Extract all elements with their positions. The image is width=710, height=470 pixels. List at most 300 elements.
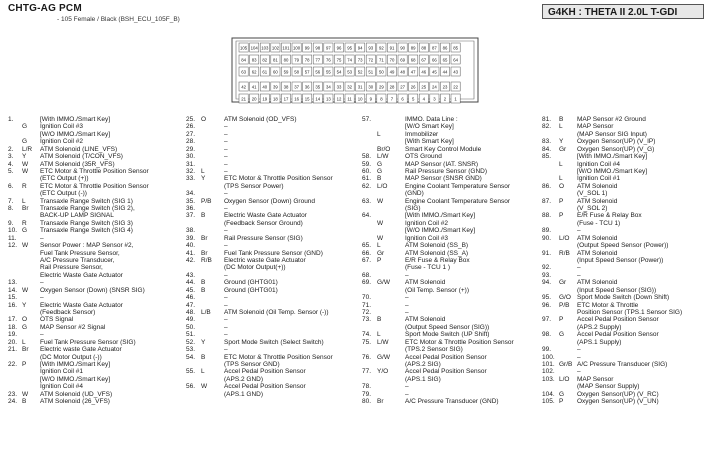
wire-color: [377, 190, 405, 197]
pin-row: [542, 175, 708, 182]
pin-description: Oxygen Sensor(UP) (V_IP): [577, 138, 656, 146]
pin-number: 73.: [362, 316, 372, 324]
pin-row: [362, 383, 538, 390]
svg-text:92: 92: [379, 45, 384, 51]
wire-color: Gr/B: [559, 360, 573, 368]
pin-row: [8, 339, 180, 346]
svg-text:60: 60: [273, 69, 278, 75]
wire-color: W: [22, 390, 29, 398]
pin-row: [542, 368, 708, 375]
pin-description: (APS.1 GND): [224, 390, 264, 398]
wire-color: P: [559, 212, 564, 220]
pin-description: –: [405, 390, 409, 398]
pin-row: [186, 175, 356, 182]
pin-description: ATM Solenoid: [577, 279, 618, 287]
svg-text:74: 74: [347, 57, 352, 63]
wire-color: [201, 153, 224, 160]
pin-description: –: [224, 167, 228, 175]
pin-number: 31.: [186, 160, 196, 168]
wire-color: [22, 175, 40, 182]
svg-text:47: 47: [410, 69, 416, 75]
svg-text:16: 16: [294, 96, 299, 102]
pin-row: [186, 146, 356, 153]
wire-color: [559, 287, 577, 294]
pin-number: [362, 227, 377, 234]
wire-color: [377, 383, 405, 390]
pin-description: MAP Sensor: [577, 123, 614, 131]
pin-description: Oxygen Sensor(UP) (V_G): [577, 145, 655, 153]
svg-text:104: 104: [250, 45, 258, 51]
svg-text:19: 19: [262, 96, 268, 102]
pin-number: [186, 183, 201, 190]
pin-row: [186, 212, 356, 219]
pin-description: –: [577, 271, 581, 279]
pin-number: 9.: [8, 219, 14, 227]
pin-row: [186, 153, 356, 160]
pin-row: [186, 287, 356, 294]
wire-color: [377, 346, 405, 353]
wire-color: L: [201, 368, 205, 376]
pin-row: [8, 161, 180, 168]
wire-color: [559, 309, 577, 316]
pin-number: 105.: [542, 398, 555, 406]
wire-color: Br: [22, 346, 29, 354]
pin-row: [542, 376, 708, 383]
pin-number: 71.: [362, 301, 372, 309]
pin-number: 18.: [8, 323, 18, 331]
pin-number: [362, 138, 377, 145]
pin-description: [W/O IMMO./Smart Key]: [405, 227, 476, 235]
pin-description: [W/O IMMO./Smart Key]: [40, 375, 111, 383]
pin-number: 43.: [186, 271, 196, 279]
pin-description: OTS Signal: [40, 316, 74, 324]
wire-color: W: [377, 197, 384, 205]
svg-text:37: 37: [294, 84, 299, 90]
pin-description: (V_SOL 1): [577, 190, 608, 198]
svg-text:57: 57: [304, 69, 310, 75]
pin-number: 81.: [542, 116, 552, 123]
pin-number: [8, 376, 22, 383]
pin-row: [542, 212, 708, 219]
wire-color: [377, 302, 405, 309]
wire-color: Br: [377, 398, 384, 406]
wire-color: R: [22, 182, 27, 190]
wire-color: [559, 131, 577, 138]
svg-text:32: 32: [347, 84, 352, 90]
svg-text:10: 10: [357, 96, 363, 102]
wire-color: [201, 376, 224, 383]
pin-row: [186, 161, 356, 168]
pin-number: 55.: [186, 368, 196, 376]
svg-text:23: 23: [442, 84, 448, 90]
pin-number: [8, 175, 22, 182]
svg-text:93: 93: [368, 45, 374, 51]
pin-row: [186, 242, 356, 249]
pin-number: [186, 264, 201, 271]
pin-number: 51.: [186, 331, 196, 339]
svg-text:30: 30: [368, 84, 374, 90]
svg-text:41: 41: [251, 84, 257, 90]
pin-number: [8, 264, 22, 271]
wire-color: Y: [22, 301, 27, 309]
wire-color: [201, 123, 224, 130]
pin-row: [542, 398, 708, 405]
pin-description: –: [224, 301, 228, 309]
wire-color: [201, 361, 224, 368]
svg-text:29: 29: [379, 84, 384, 90]
pin-number: [362, 361, 377, 368]
pin-row: [542, 316, 708, 323]
wire-color: [559, 190, 577, 197]
svg-text:67: 67: [421, 57, 427, 63]
pin-number: 58.: [362, 153, 372, 161]
pin-row: [186, 227, 356, 234]
pin-number: 26.: [186, 123, 196, 131]
pin-description: [With Smart Key]: [405, 138, 454, 146]
pin-number: 93.: [542, 271, 552, 279]
wire-color: [559, 354, 577, 361]
svg-text:48: 48: [400, 69, 405, 75]
wire-color: [22, 279, 40, 286]
pin-description: –: [405, 294, 409, 302]
pin-number: 39.: [186, 234, 196, 242]
pin-number: 1.: [8, 116, 14, 123]
wire-color: [377, 376, 405, 383]
pin-number: [8, 257, 22, 264]
pin-number: 24.: [8, 398, 18, 406]
wire-color: Gr: [559, 145, 567, 153]
pin-description: Transaxle Range Switch (SIG 4): [40, 227, 133, 235]
pin-number: 41.: [186, 249, 196, 257]
pin-number: 5.: [8, 167, 14, 175]
wire-color: [201, 272, 224, 279]
pin-number: 6.: [8, 182, 14, 190]
pin-number: 11.: [8, 234, 17, 242]
svg-text:64: 64: [453, 57, 458, 63]
wire-color: Y: [201, 175, 206, 183]
wire-color: [559, 153, 577, 160]
pin-number: [8, 309, 22, 316]
wire-color: G: [22, 227, 28, 235]
pin-row: [362, 264, 538, 271]
wire-color: G/W: [377, 353, 390, 361]
svg-text:7: 7: [390, 96, 394, 102]
wire-color: R/B: [201, 257, 212, 265]
pin-description: –: [224, 190, 228, 198]
wire-color: [559, 168, 577, 175]
svg-text:61: 61: [262, 69, 268, 75]
svg-text:20: 20: [251, 96, 257, 102]
pin-column: [8, 116, 180, 405]
wire-color: [201, 138, 224, 145]
pin-number: 36.: [186, 205, 196, 213]
pin-description: ETC Motor & Throttle Position Sensor: [405, 338, 514, 346]
pin-row: [362, 316, 538, 323]
wire-color: G/O: [559, 294, 571, 302]
pin-row: [186, 309, 356, 316]
wire-color: [201, 161, 224, 168]
pin-number: 8.: [8, 205, 14, 213]
pin-number: 35.: [186, 197, 196, 205]
pin-description: ATM Solenoid: [577, 234, 618, 242]
wire-color: Y: [22, 153, 27, 161]
pin-row: [8, 346, 180, 353]
pin-row: [362, 287, 538, 294]
pin-description: (Output Speed Sensor (SIG)): [405, 323, 490, 331]
pin-number: 96.: [542, 301, 552, 309]
pin-row: [362, 190, 538, 197]
pin-row: [362, 339, 538, 346]
wire-color: B: [559, 116, 564, 123]
wire-color: [377, 294, 405, 301]
wire-color: L: [377, 242, 381, 250]
wire-color: L/O: [377, 182, 388, 190]
pin-row: [186, 391, 356, 398]
pin-row: [8, 264, 180, 271]
pin-row: [362, 123, 538, 130]
svg-text:56: 56: [315, 69, 321, 75]
wire-color: [22, 383, 40, 390]
pin-description: (V_SOL 2): [577, 205, 608, 213]
pin-number: 61.: [362, 175, 372, 183]
pin-number: 95.: [542, 294, 552, 302]
wire-color: O: [559, 182, 565, 190]
pin-number: 103.: [542, 375, 555, 383]
svg-text:36: 36: [304, 84, 310, 90]
wire-color: B: [201, 286, 206, 294]
pin-row: [8, 190, 180, 197]
pin-row: [362, 131, 538, 138]
wire-color: [22, 257, 40, 264]
pin-description: MAP Sensor (SNSR GND): [405, 175, 482, 183]
svg-text:86: 86: [442, 45, 448, 51]
pin-row: [362, 175, 538, 182]
pin-description: MAP Sensor: [577, 375, 614, 383]
pin-number: [8, 123, 22, 130]
pin-number: [362, 131, 377, 138]
pin-number: 87.: [542, 197, 552, 205]
wire-color: Y: [201, 338, 206, 346]
svg-text:49: 49: [389, 69, 395, 75]
pin-number: 59.: [362, 160, 372, 168]
svg-text:5: 5: [412, 96, 415, 102]
pin-row: [186, 131, 356, 138]
pin-row: [362, 227, 538, 234]
pin-description: [With IMMO./Smart Key]: [577, 153, 648, 161]
pin-number: 30.: [186, 153, 196, 161]
pin-number: 66.: [362, 249, 372, 257]
pin-row: [542, 123, 708, 130]
svg-text:42: 42: [241, 84, 246, 90]
pin-row: [186, 250, 356, 257]
wire-color: [377, 391, 405, 398]
pin-number: 76.: [362, 353, 372, 361]
pin-number: [362, 220, 377, 227]
pin-number: 88.: [542, 212, 552, 220]
pin-row: [8, 153, 180, 160]
pin-description: [W/O IMMO./Smart Key]: [40, 130, 111, 138]
wire-color: [201, 131, 224, 138]
svg-text:54: 54: [336, 69, 342, 75]
pin-row: [8, 175, 180, 182]
pin-row: [362, 168, 538, 175]
pin-row: [186, 198, 356, 205]
pin-row: [8, 324, 180, 331]
pin-row: [362, 212, 538, 219]
svg-text:97: 97: [326, 45, 331, 51]
wire-color: L: [22, 197, 26, 205]
pin-description: (TPS.2 Sensor SIG): [405, 346, 463, 354]
pin-number: 25.: [186, 116, 196, 123]
pin-number: 33.: [186, 175, 196, 183]
pin-number: [542, 383, 559, 390]
wire-color: Y/O: [377, 368, 389, 376]
pin-description: ATM Solenoid (35R_VFS): [40, 160, 115, 168]
pin-column: [186, 116, 356, 398]
wire-color: Y: [559, 138, 564, 146]
pin-description: ATM Solenoid (SS_A): [405, 249, 469, 257]
pin-number: 15.: [8, 294, 18, 302]
pin-description: –: [224, 153, 228, 161]
pin-number: [8, 131, 22, 138]
pin-row: [362, 294, 538, 301]
pin-row: [362, 398, 538, 405]
pin-description: –: [224, 123, 228, 131]
pin-description: –: [224, 316, 228, 324]
svg-text:71: 71: [379, 57, 384, 63]
pin-number: 48.: [186, 308, 196, 316]
pin-description: Fuel Tank Pressure Sensor (GND): [224, 249, 323, 257]
pin-row: [362, 391, 538, 398]
pin-description: –: [577, 353, 581, 361]
wire-color: G: [22, 138, 28, 146]
pin-number: [542, 257, 559, 264]
pin-description: Sport Mode Switch (Down Shift): [577, 294, 670, 302]
pin-row: [542, 116, 708, 123]
wire-color: [22, 331, 40, 338]
pin-row: [186, 257, 356, 264]
wire-color: Gr: [377, 249, 385, 257]
pin-row: [542, 309, 708, 316]
pin-description: Position Sensor (TPS.1 Sensor SIG): [577, 308, 683, 316]
pin-row: [362, 198, 538, 205]
wire-color: P: [559, 316, 564, 324]
pin-number: 56.: [186, 383, 196, 391]
pin-row: [542, 272, 708, 279]
pin-row: [542, 264, 708, 271]
wire-color: [22, 354, 40, 361]
svg-text:14: 14: [315, 96, 321, 102]
pin-description: ETC Motor & Throttle Position Sensor: [40, 167, 149, 175]
pin-number: 99.: [542, 346, 552, 354]
pin-row: [542, 279, 708, 286]
wire-color: [22, 235, 40, 242]
pin-number: 86.: [542, 182, 552, 190]
wire-color: [201, 190, 224, 197]
wire-color: W: [22, 160, 29, 168]
wire-color: [201, 242, 224, 249]
pin-description: –: [224, 346, 228, 354]
pin-description: –: [224, 271, 228, 279]
svg-text:12: 12: [336, 96, 342, 102]
pin-description: Electric Waste Gate Actuator: [224, 212, 307, 220]
pin-row: [542, 131, 708, 138]
pin-description: –: [577, 264, 581, 272]
pin-number: 74.: [362, 331, 372, 339]
pin-description: ETC Motor & Throttle Position Sensor: [224, 353, 333, 361]
pin-number: [362, 205, 377, 212]
pin-row: [8, 354, 180, 361]
pin-row: [8, 272, 180, 279]
pin-row: [8, 123, 180, 130]
pin-row: [362, 302, 538, 309]
pin-number: 68.: [362, 271, 372, 279]
pin-row: [8, 235, 180, 242]
svg-text:38: 38: [283, 84, 289, 90]
pin-description: (APS.2 Supply): [577, 323, 622, 331]
svg-text:34: 34: [326, 84, 331, 90]
pin-row: [362, 183, 538, 190]
wire-color: B: [377, 316, 382, 324]
pin-description: Ignition Coil #2: [405, 219, 448, 227]
wire-color: [377, 264, 405, 271]
pin-description: (TPS Sensor Power): [224, 182, 284, 190]
svg-text:78: 78: [304, 57, 310, 63]
pin-number: 49.: [186, 316, 196, 324]
pin-row: [542, 138, 708, 145]
pin-number: [362, 123, 377, 130]
pin-description: (DC Motor Output(+)): [224, 264, 286, 272]
wire-color: P/B: [201, 197, 212, 205]
svg-text:35: 35: [315, 84, 321, 90]
pin-number: 14.: [8, 286, 18, 294]
pin-row: [186, 339, 356, 346]
svg-text:84: 84: [241, 57, 246, 63]
wire-color: [201, 302, 224, 309]
pin-description: Engine Coolant Temperature Sensor: [405, 197, 511, 205]
svg-text:96: 96: [336, 45, 342, 51]
pin-description: Transaxle Range Switch (SIG 1): [40, 197, 133, 205]
svg-text:44: 44: [442, 69, 448, 75]
wire-color: [559, 205, 577, 212]
pin-number: 44.: [186, 279, 196, 287]
wire-color: L: [559, 175, 563, 183]
pin-description: (Feedback Sensor Ground): [224, 219, 303, 227]
svg-text:89: 89: [410, 45, 416, 51]
pin-description: IMMO. Data Line :: [405, 116, 458, 123]
wire-color: [22, 190, 40, 197]
pin-row: [8, 331, 180, 338]
svg-text:6: 6: [401, 96, 404, 102]
pin-number: 7.: [8, 197, 14, 205]
pin-number: [542, 324, 559, 331]
connector-subtitle: - 105 Female / Black (BSH_ECU_105F_B): [57, 16, 180, 23]
pin-description: Ground (GHTG01): [224, 286, 278, 294]
svg-text:17: 17: [283, 96, 289, 102]
wire-color: [559, 257, 577, 264]
pin-description: ATM Solenoid (LINE_VFS): [40, 145, 118, 153]
pin-number: 75.: [362, 338, 372, 346]
pin-row: [362, 116, 538, 123]
pin-row: [186, 205, 356, 212]
pin-row: [362, 309, 538, 316]
wire-color: [22, 116, 40, 123]
svg-text:4: 4: [422, 96, 425, 102]
pin-row: [8, 242, 180, 249]
svg-text:73: 73: [357, 57, 363, 63]
wire-color: [377, 287, 405, 294]
pin-description: A/C Pressure Transducer,: [40, 257, 115, 265]
